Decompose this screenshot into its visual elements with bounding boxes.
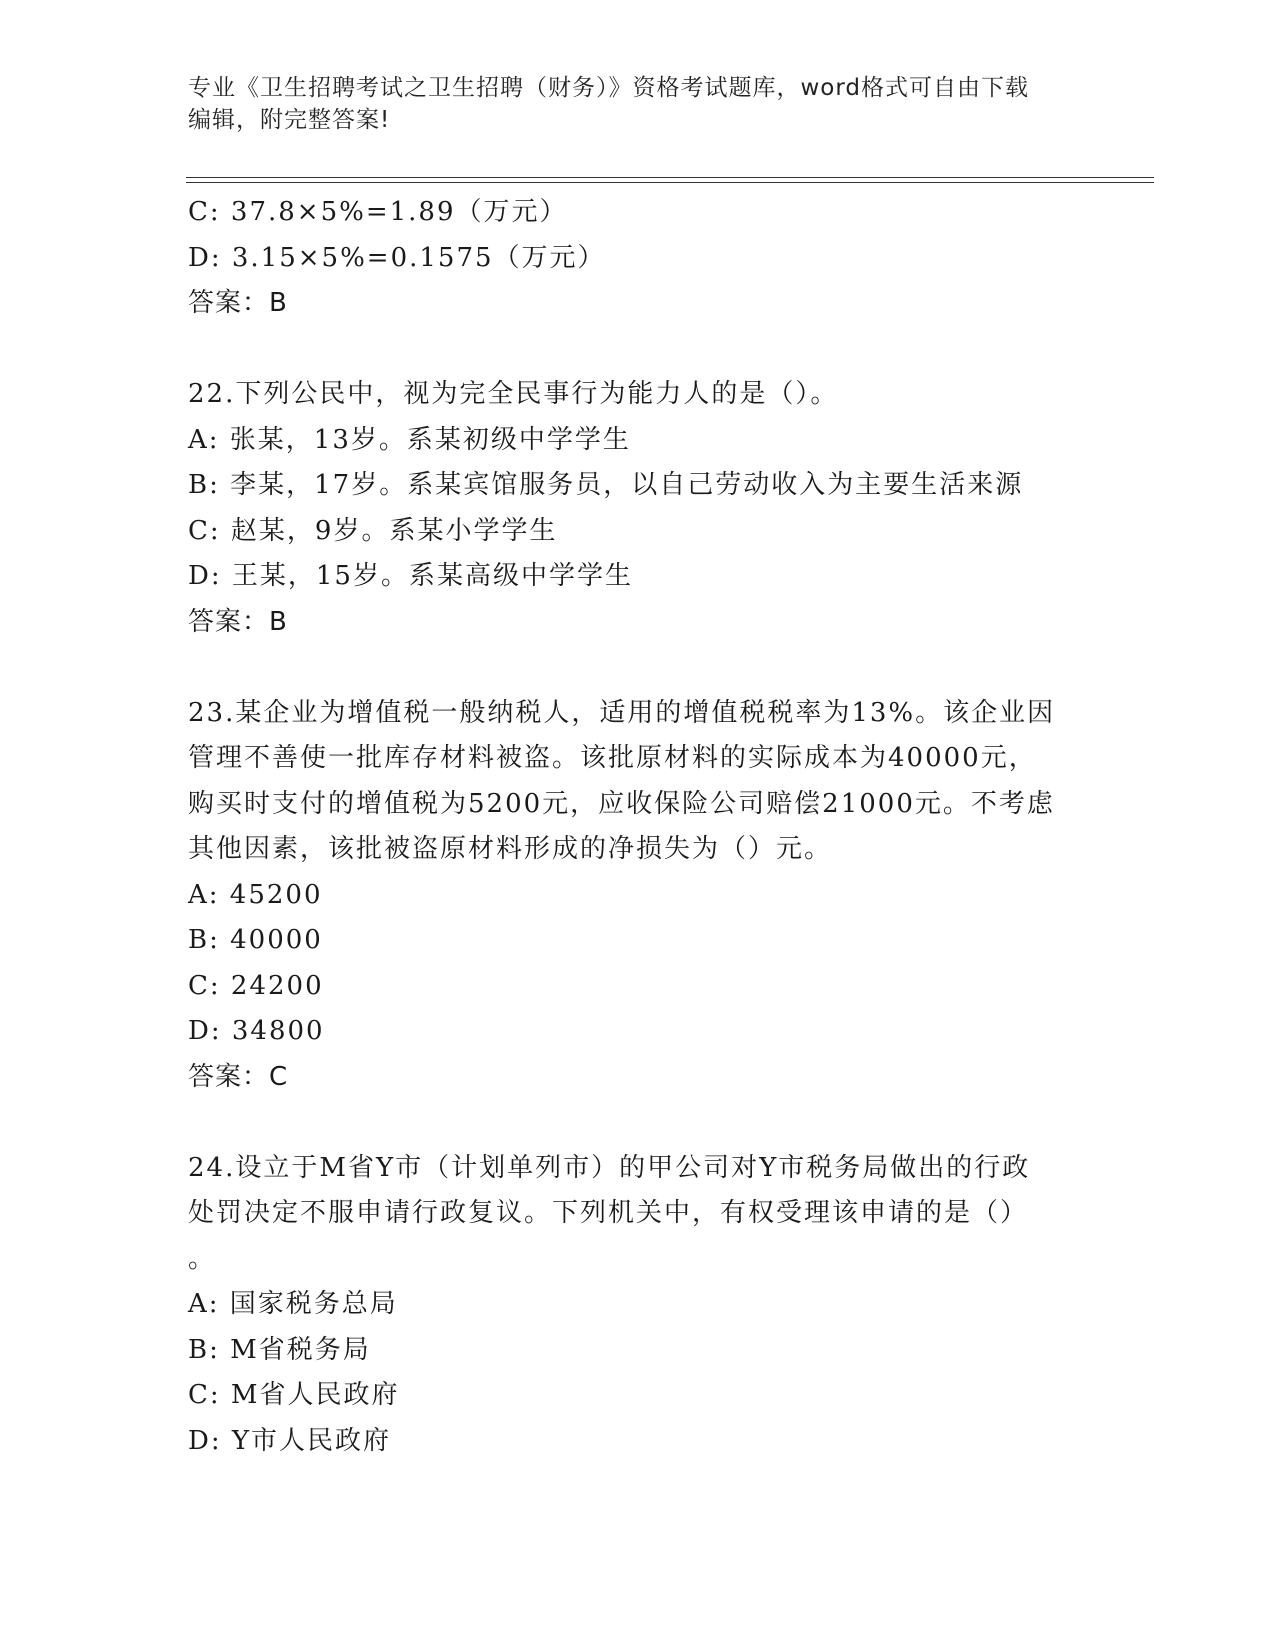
question-stem-line: 购买时支付的增值税为5200元，应收保险公司赔偿21000元。不考虑	[188, 788, 1055, 819]
option-a: A: 张某，13岁。系某初级中学学生	[188, 424, 631, 455]
answer: 答案：B	[188, 606, 288, 637]
spacer	[188, 1100, 1088, 1146]
option-c: C: 赵某，9岁。系某小学学生	[188, 515, 558, 546]
answer: 答案：B	[188, 288, 288, 318]
header-divider-top	[186, 177, 1154, 178]
question-22	[188, 372, 1088, 645]
option-b: B: M省税务局	[188, 1334, 371, 1365]
option-c: C: M省人民政府	[188, 1380, 400, 1410]
document-header	[188, 72, 1088, 136]
spacer	[188, 645, 1088, 691]
header-divider-bottom	[186, 182, 1154, 183]
question-stem-line: 其他因素，该批被盗原材料形成的净损失为（）元。	[188, 834, 833, 864]
question-stem-line: 。	[188, 1243, 217, 1274]
option-d: D: 王某，15岁。系某高级中学学生	[188, 561, 633, 591]
header-line-1: 专业《卫生招聘考试之卫生招聘（财务）》资格考试题库，word格式可自由下载	[188, 75, 1030, 101]
previous-question-tail	[188, 190, 1088, 327]
option-c: C: 24200	[188, 970, 324, 1001]
option-b: B: 40000	[188, 925, 323, 955]
question-23	[188, 691, 1088, 1101]
option-a: A: 国家税务总局	[188, 1289, 398, 1319]
question-stem: 22.下列公民中，视为完全民事行为能力人的是（）。	[188, 379, 839, 409]
question-stem-line: 管理不善使一批库存材料被盗。该批原材料的实际成本为40000元，	[188, 743, 1037, 773]
option-b: B: 李某，17岁。系某宾馆服务员，以自己劳动收入为主要生活来源	[188, 470, 1024, 500]
spacer	[188, 327, 1088, 373]
question-content	[188, 190, 1088, 1464]
header-line-2: 编辑，附完整答案!	[188, 107, 391, 133]
question-stem-line: 23.某企业为增值税一般纳税人，适用的增值税税率为13%。该企业因	[188, 697, 1056, 728]
option-d: D: 34800	[188, 1016, 325, 1046]
question-stem-line: 处罚决定不服申请行政复议。下列机关中，有权受理该申请的是（）	[188, 1198, 1029, 1228]
question-stem-line: 24.设立于M省Y市（计划单列市）的甲公司对Y市税务局做出的行政	[188, 1152, 1031, 1183]
question-24	[188, 1146, 1088, 1465]
option-d: D: 3.15×5%=0.1575（万元）	[188, 242, 606, 273]
option-d: D: Y市人民政府	[188, 1425, 392, 1456]
option-a: A: 45200	[188, 879, 323, 910]
answer: 答案：C	[188, 1061, 289, 1092]
option-c: C: 37.8×5%=1.89（万元）	[188, 197, 568, 227]
